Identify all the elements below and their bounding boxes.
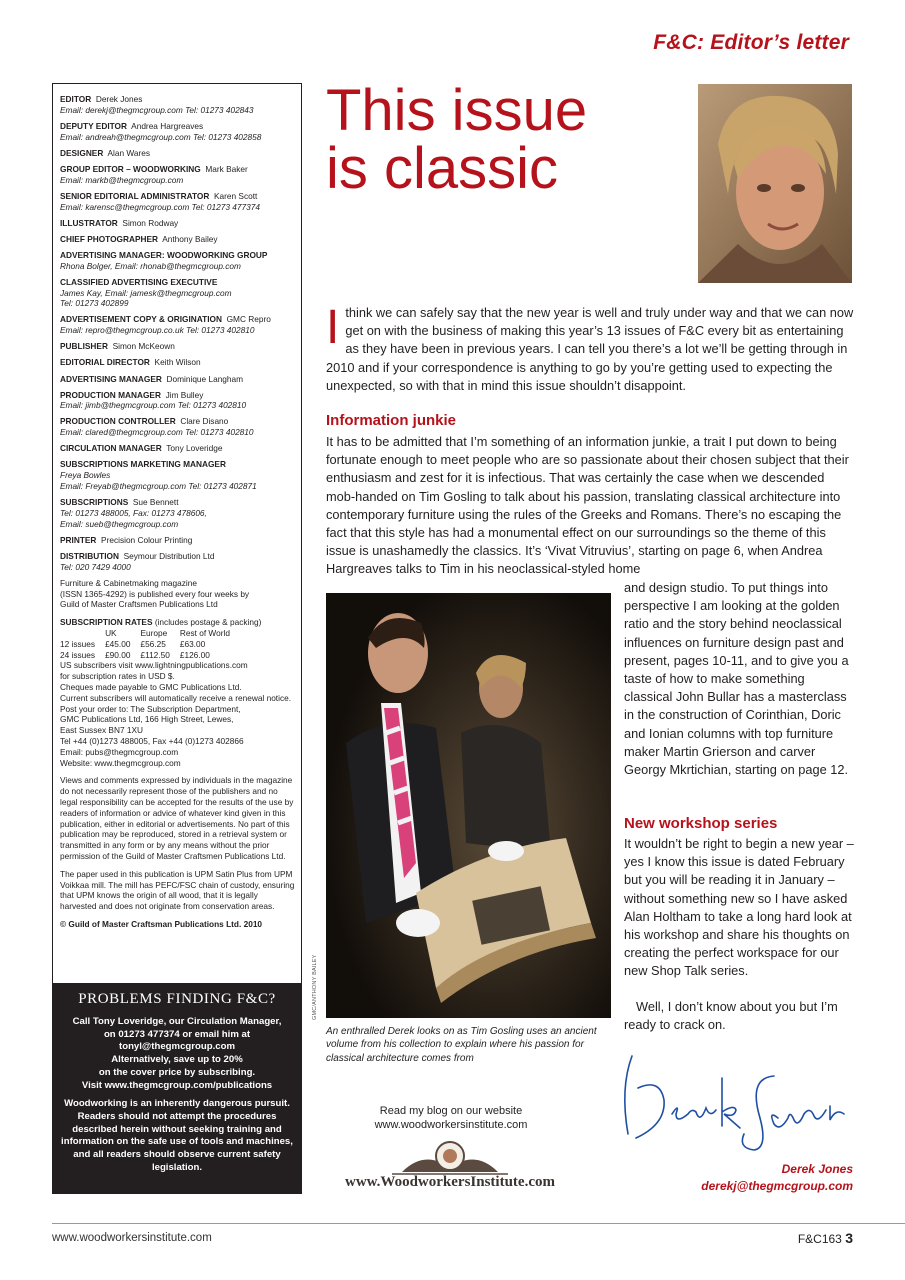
masthead-name: GMC Repro [226,314,271,325]
masthead-contact: Email: derekj@thegmcgroup.com Tel: 01273 402843 [60,104,254,115]
photo-caption: An enthralled Derek looks on as Tim Gosling uses an ancient volume from his collection to explain where his passion for classical architecture comes from [326,1026,597,1064]
masthead-contact: Tel: 020 7429 4000 [60,561,131,572]
masthead-name: Karen Scott [213,190,258,201]
rates-col-row: Rest of World [179,628,230,639]
footer-page-number [798,1230,853,1246]
masthead-role: PRODUCTION MANAGER [60,389,161,400]
rates-col-uk: UK [105,628,117,639]
masthead-name: Keith Wilson [154,357,201,368]
masthead-role: SUBSCRIPTIONS [60,497,129,508]
masthead-entry [60,357,295,368]
masthead-name: Anthony Bailey [162,233,218,244]
footer-url[interactable]: www.woodworkersinstitute.com [52,1232,212,1244]
rates-note: (includes postage & packing) [154,617,262,628]
article-photo [326,593,611,1018]
masthead-entry [60,443,295,454]
masthead-contact: Rhona Bolger, Email: rhonab@thegmcgroup.com [60,260,241,271]
masthead-name: Derek Jones [95,94,143,104]
masthead-name: Simon Rodway [122,217,179,228]
masthead-contact: Freya Bowles Email: Freyab@thegmcgroup.com Tel: 01273 402871 [60,470,257,492]
intro-text: think we can safely say that the new year is well and truly under way and that we can now get on with the business of making this year’s 13 issues of F&C every bit as entertaining as they have been in previous years. I can tell you there’s a lot we’ll be getting through in 2010 and if your correspondence is anything to go by you’re getting used to expecting the unexpected, so with that in mind this issue shouldn’t disappoint. [326,305,854,393]
signature-email[interactable]: derekj@thegmcgroup.com [701,1179,853,1193]
copyright: © Guild of Master Craftsman Publications Ltd. 2010 [60,918,263,929]
footer-divider [52,1223,905,1224]
masthead-contact: James Kay, Email: jamesk@thegmcgroup.com Tel: 01273 402899 [60,287,232,309]
masthead-entry [60,314,295,336]
masthead-credits [52,83,302,995]
masthead-contact: Email: jimb@thegmcgroup.com Tel: 01273 402810 [60,400,247,411]
signature-name: Derek Jones [781,1162,853,1176]
rates-title: SUBSCRIPTION RATES [60,617,153,628]
subhead-new-workshop-series: New workshop series [624,815,778,832]
disclaimer: Views and comments expressed by individuals in the magazine do not necessarily represent those of the publishers and no legal responsibility can be accepted for the results of the use by readers of information or advice of whatever kind given in this publication, either in editorial or advertisements. No part of this publication may be reproduced, stored in a retrieval system or transmitted in any form or by any means without the prior permission of the Guild of Master Craftsmen Publications Ltd. [60,775,294,861]
paragraph-new-workshop-series: It wouldn’t be right to begin a new year – yes I know this issue is dated February but you will be reading it in January – without something new so I have asked Alan Holtham to take a long hard look at his workshop and share his thoughts on creating the perfect workspace for our new Shop Talk series. [624,836,854,979]
masthead-entry [60,416,295,438]
masthead-role: DEPUTY EDITOR [60,120,128,131]
masthead-name: Mark Baker [205,163,248,174]
section-title: F&C: Editor’s letter [653,31,849,54]
subscription-rates [60,617,295,660]
masthead-name: Jim Bulley [165,389,204,400]
masthead-entry [60,459,295,491]
masthead-role: PUBLISHER [60,341,108,352]
problems-finding-box [52,983,302,1194]
masthead-role: SENIOR EDITORIAL ADMINISTRATOR [60,190,210,201]
masthead-role: DISTRIBUTION [60,550,119,561]
masthead-contact: Email: clared@thegmcgroup.com Tel: 01273 402810 [60,427,254,438]
masthead-entry [60,535,295,546]
signature-image [618,1048,858,1158]
masthead-role: ADVERTISING MANAGER [60,373,162,384]
blog-promo-text: Read my blog on our website www.woodworkersinstitute.com [374,1105,528,1131]
masthead-role: PRODUCTION CONTROLLER [60,416,176,427]
rates-header-row [60,628,240,639]
masthead-entry [60,250,295,272]
masthead-name: Dominique Langham [166,373,244,384]
masthead-entry [60,94,295,116]
woodworkers-institute-url[interactable]: www.WoodworkersInstitute.com [345,1174,555,1190]
portrait-image [698,84,852,283]
masthead-contact: Email: karensc@thegmcgroup.com Tel: 01273 477374 [60,201,260,212]
masthead-entries [60,94,295,573]
subscription-info: US subscribers visit www.lightningpublications.com for subscription rates in USD $. Cheques made payable to GMC Publications Ltd. Current subscribers will automatically receive a renewal notice. Post your order to: The Subscription Department, GMC Publications Ltd, 166 High Street, Lewes, East Sussex BN7 1XU Tel +44 (0)1273 488005, Fax +44 (0)1273 402866 Email: pubs@thegmcgroup.com Website: www.thegmcgroup.com [60,660,292,768]
rates-col-europe: Europe [140,628,168,639]
masthead-contact: Tel: 01273 488005, Fax: 01273 478606, Email: sueb@thegmcgroup.com [60,507,207,529]
masthead-entry [60,121,295,143]
masthead-role: EDITOR [60,94,92,104]
paragraph-closing: Well, I don’t know about you but I’m ready to crack on. [624,999,838,1033]
page-number: 3 [845,1230,853,1246]
masthead-name: Tony Loveridge [166,443,223,454]
masthead-name: Andrea Hargreaves [131,120,204,131]
rates-row: 24 issues £90.00 £112.50 £126.00 [60,649,210,660]
masthead-entry [60,497,295,529]
masthead-contact: Email: repro@thegmcgroup.co.uk Tel: 01273 402810 [60,325,255,336]
masthead-name: Sue Bennett [132,497,179,508]
paragraph-information-junkie: It has to be admitted that I’m something of an information junkie, a trait I put down to being fortunate enough to meet people who are so passionate about their chosen subject that their enthusiasm and zest for it is infectious. That was certainly the case when we descended mob-handed on Tim Gosling to talk about his passion, translating classical architecture into contemporary furniture using the rules of the Greeks and Romans. There’s no escaping the fact that this style has had a monumental effect on our surroundings so the theme of this issue is unashamedly the classics. It’s ‘Vivat Vitruvius’, starting on page 6, when Andrea Hargreaves talks to Tim in his neoclassical-styled home [326,434,849,577]
headline-line-1: This issue [326,78,588,143]
logo-emblem-icon [332,1138,568,1178]
masthead-role: ADVERTISEMENT COPY & ORIGINATION [60,314,222,325]
photo-image [326,593,611,1018]
masthead-role: ILLUSTRATOR [60,217,118,228]
masthead-entry [60,277,295,309]
masthead-role: SUBSCRIPTIONS MARKETING MANAGER [60,459,226,470]
masthead-entry [60,164,295,186]
masthead-name: Alan Wares [107,147,151,158]
intro-paragraph [326,301,854,395]
masthead-entry [60,218,295,229]
masthead-name: Simon McKeown [112,341,175,352]
safety-warning: Woodworking is an inherently dangerous pursuit. Readers should not attempt the procedures described herein without seeking training and information on the safe use of tools and machines, and all readers should observe current safety legislation. [61,1098,293,1173]
masthead-contact: Email: markb@thegmcgroup.com [60,174,184,185]
masthead-entry [60,390,295,412]
editor-portrait-photo [698,84,852,283]
masthead-entry [60,234,295,245]
paragraph-information-junkie-continued: and design studio. To put things into perspective I am looking at the golden ratio and the story behind neoclassical influences on furniture design past and present, pages 10-11, and to give you a taste of how to make something classical John Bullar has a masterclass in the construction of Corinthian, Doric and Ionian columns with top furniture maker Martin Grierson and carver Georgy Mkrtichian, starting on page 12. [624,580,849,778]
masthead-name: Seymour Distribution Ltd [123,550,215,561]
masthead-entry [60,551,295,573]
problems-body: Call Tony Loveridge, our Circulation Manager, on 01273 477374 or email him at tonyl@thegmcgroup.com Alternatively, save up to 20% on the cover price by subscribing. Visit www.thegmcgroup.com/publications [72,1016,282,1091]
masthead-role: CLASSIFIED ADVERTISING EXECUTIVE [60,276,218,287]
masthead-contact: Email: andreah@thegmcgroup.com Tel: 01273 402858 [60,131,262,142]
rates-table [60,628,240,660]
masthead-name: Clare Disano [180,416,229,427]
masthead-role: DESIGNER [60,147,104,158]
paper-note: The paper used in this publication is UPM Satin Plus from UPM Voikkaa mill. The mill has PEFC/FSC chain of custody, ensuring that UPM knows the origin of all wood, that it is legally harvested and does not originate from conservation areas. [60,868,295,912]
handwritten-signature [618,1048,858,1158]
magazine-info: Furniture & Cabinetmaking magazine (ISSN 1365-4292) is published every four weeks by Guild of Master Craftsmen Publications Ltd [60,577,250,610]
masthead-name: Precision Colour Printing [101,534,193,545]
drop-cap: I [326,301,340,354]
masthead-role: GROUP EDITOR – WOODWORKING [60,163,201,174]
masthead-role: CHIEF PHOTOGRAPHER [60,233,159,244]
subhead-information-junkie: Information junkie [326,412,457,429]
masthead-role: ADVERTISING MANAGER: WOODWORKING GROUP [60,249,268,260]
headline [326,78,696,201]
headline-line-2: is classic [326,136,559,201]
masthead-role: CIRCULATION MANAGER [60,443,162,454]
masthead-entry [60,374,295,385]
masthead-entry [60,148,295,159]
rates-row: 12 issues £45.00 £56.25 £63.00 [60,638,206,649]
masthead-entry [60,341,295,352]
photo-credit: GMC/ANTHONY BAILEY [312,954,318,1020]
masthead-role: EDITORIAL DIRECTOR [60,357,150,368]
problems-title: PROBLEMS FINDING F&C? [78,991,276,1007]
masthead-role: PRINTER [60,534,97,545]
masthead-entry [60,191,295,213]
footer-issue: F&C163 [797,1232,842,1246]
signature-block [701,1161,853,1195]
